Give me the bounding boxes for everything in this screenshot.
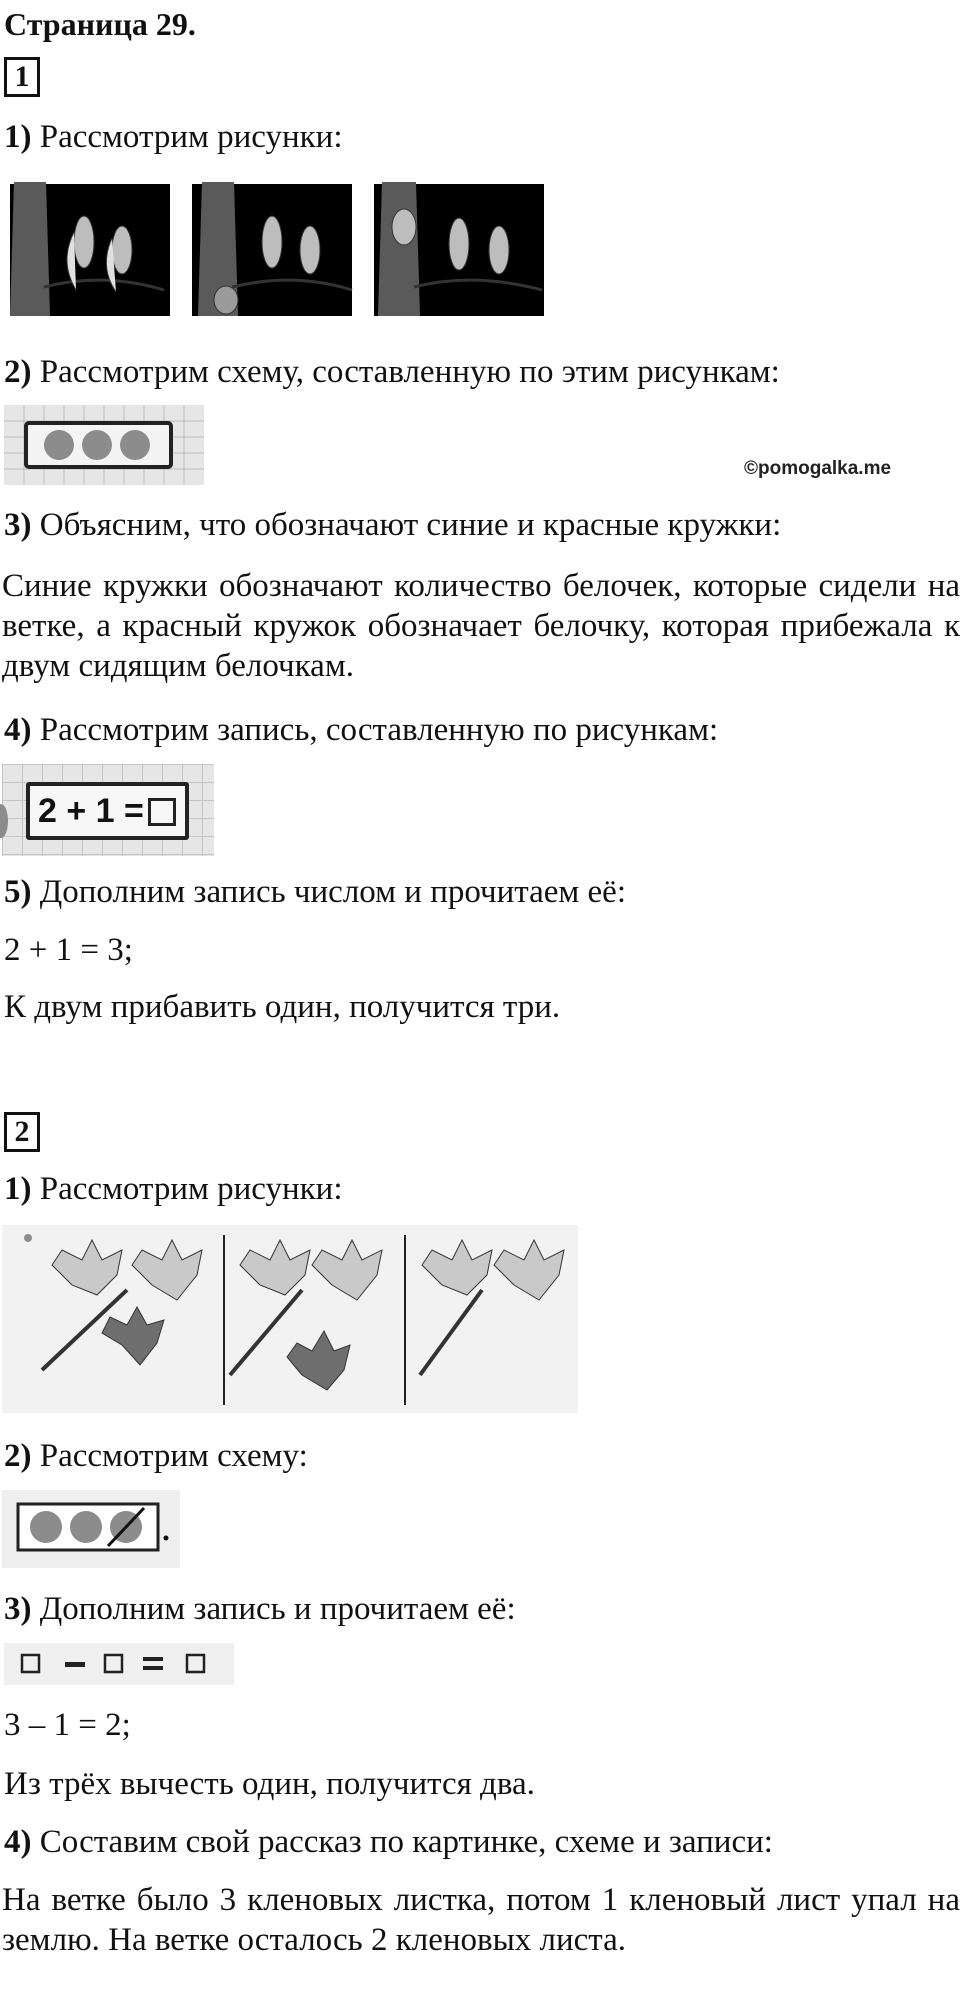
task-number-1: 1 (4, 57, 40, 97)
maple-leaf-pictures (2, 1225, 578, 1413)
partial-circle-decoration (0, 804, 8, 838)
task1-reading: К двум прибавить один, получится три. (4, 989, 561, 1025)
task2-step2 (4, 1436, 308, 1476)
record-image-2 (4, 1643, 234, 1685)
step-number: 1) (4, 119, 32, 155)
step-number: 4) (4, 1824, 32, 1860)
task1-step3 (4, 505, 781, 545)
task2-story-paragraph: На ветке было 3 кленовых листка, потом 1 кленовый лист упал на землю. На ветке осталось 2 кленовых листа. (2, 1882, 960, 1958)
empty-square-icon (148, 798, 176, 826)
watermark: ©pomogalka.me (744, 458, 892, 479)
task2-step1 (4, 1169, 343, 1209)
task1-step1 (4, 117, 343, 157)
squirrel-picture-2 (192, 182, 352, 316)
task2-step4 (4, 1822, 773, 1862)
step-text: Объясним, что обозначают синие и красные кружки: (31, 507, 782, 543)
record-frame (26, 782, 189, 840)
squirrel-pictures (4, 172, 549, 324)
record-text: 2 + 1 = (38, 792, 144, 830)
step-number: 3) (4, 1591, 32, 1627)
step-text: Дополним запись и прочитаем её: (31, 1591, 516, 1627)
circle-scheme-1 (4, 405, 204, 485)
squirrel-picture-1 (10, 182, 170, 316)
task2-equation: 3 – 1 = 2; (4, 1707, 131, 1743)
task1-equation: 2 + 1 = 3; (4, 932, 133, 968)
minus-sign (65, 1662, 85, 1667)
task-number-2: 2 (4, 1112, 40, 1152)
step-text: Рассмотрим схему: (31, 1438, 308, 1474)
task1-step4 (4, 710, 718, 750)
step-number: 4) (4, 712, 32, 748)
task2-step3 (4, 1589, 516, 1629)
squirrel-picture-3 (374, 182, 544, 316)
page-title: Страница 29. (4, 6, 196, 42)
step-text: Рассмотрим рисунки: (31, 119, 343, 155)
step-number: 3) (4, 507, 32, 543)
circle-red (120, 430, 150, 460)
task1-answer-paragraph: Синие кружки обозначают количество белочек, которые сидели на ветке, а красный кружок обозначает белочку, которая прибежала к двум сидящим белочкам. (2, 568, 960, 684)
step-text: Составим свой рассказ по картинке, схеме и записи: (31, 1824, 773, 1860)
equals-sign (143, 1666, 163, 1670)
step-text: Рассмотрим запись, составленную по рисункам: (31, 712, 719, 748)
circle-blue-1 (44, 430, 74, 460)
task1-step5 (4, 872, 626, 912)
task1-step2 (4, 352, 780, 392)
step-number: 1) (4, 1171, 32, 1207)
step-text: Дополним запись числом и прочитаем её: (31, 874, 626, 910)
step-number: 5) (4, 874, 32, 910)
circle-blue-2 (82, 430, 112, 460)
task2-reading: Из трёх вычесть один, получится два. (4, 1766, 535, 1802)
circle-scheme-2 (2, 1490, 180, 1568)
step-number: 2) (4, 1438, 32, 1474)
step-text: Рассмотрим рисунки: (31, 1171, 343, 1207)
record-image-1 (2, 764, 214, 856)
step-text: Рассмотрим схему, составленную по этим рисункам: (31, 354, 780, 390)
step-number: 2) (4, 354, 32, 390)
